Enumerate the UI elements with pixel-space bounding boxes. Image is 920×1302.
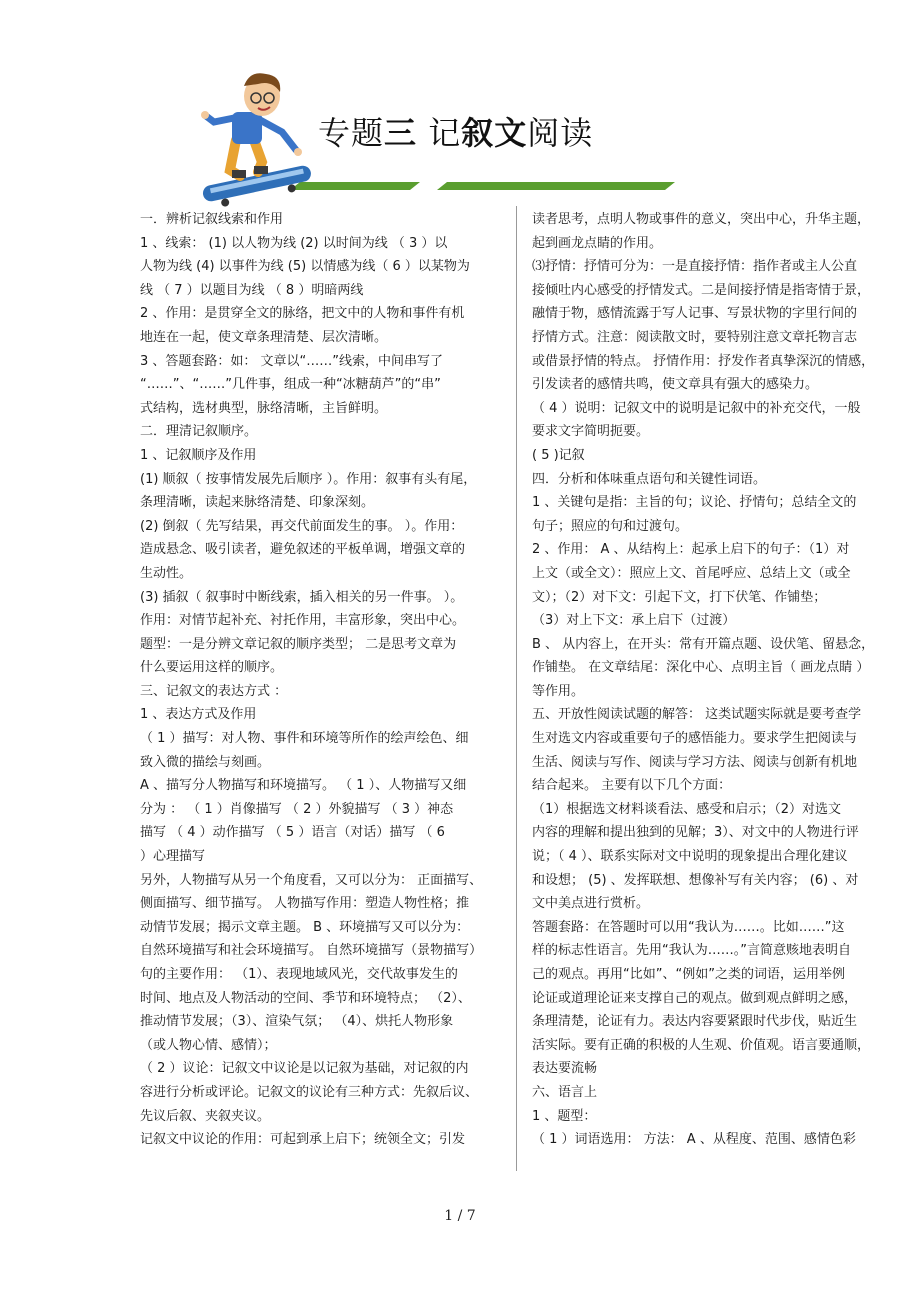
text-line: 或借景抒情的特点。 抒情作用：抒发作者真挚深沉的情感，	[532, 353, 875, 369]
text-line: 内容的理解和提出独到的见解；3）、对文中的人物进行评	[532, 825, 859, 841]
text-line: 句的主要作用： （1）、表现地域风光，交代故事发生的	[140, 967, 458, 982]
page-header	[0, 0, 920, 210]
text-line: 融情于物，感情流露于写人记事、写景状物的字里行间的	[532, 306, 858, 322]
text-line: 作铺垫。 在文章结尾：深化中心、点明主旨（ 画龙点睛 ）	[532, 660, 870, 676]
text-line: 式结构，选材典型，脉络清晰，主旨鲜明。	[140, 400, 388, 416]
page-title: 专题三 记叙文阅读	[318, 114, 594, 152]
text-line: 表达要流畅	[532, 1061, 598, 1077]
right-column	[532, 208, 894, 1152]
text-line: 记叙文中议论的作用：可起到承上启下；统领全文；引发	[140, 1132, 466, 1148]
text-line: 先议后叙、夹叙夹议。	[140, 1108, 271, 1124]
text-line: 1 、记叙顺序及作用	[140, 447, 257, 463]
text-line: （ 1 ）词语选用： 方法： A 、从程度、范围、感情色彩	[532, 1132, 856, 1148]
text-line: (1) 顺叙（ 按事情发展先后顺序 ）。作用：叙事有头有尾，	[140, 471, 477, 487]
text-line: 动情节发展；揭示文章主题。 B 、环境描写又可以分为：	[140, 919, 470, 935]
text-line: 三、记叙文的表达方式 ：	[140, 683, 288, 699]
text-line: 条理清楚，论证有力。表达内容要紧跟时代步伐，贴近生	[532, 1014, 858, 1030]
left-column	[140, 208, 502, 1152]
text-line: 答题套路：在答题时可以用“我认为……。比如……”这	[532, 919, 845, 935]
text-line: 五、开放性阅读试题的解答： 这类试题实际就是要考查学	[532, 707, 862, 723]
text-line: 生对选文内容或重要句子的感悟能力。要求学生把阅读与	[532, 731, 858, 747]
text-line: 活实际。要有正确的积极的人生观、价值观。语言要通顺，	[532, 1037, 871, 1053]
text-line: (2) 倒叙（ 先写结果，再交代前面发生的事。 ）。作用：	[140, 518, 464, 534]
text-line: 分为 ： （ 1 ）肖像描写 （ 2 ）外貌描写 （ 3 ）神态	[140, 801, 454, 817]
text-line: 另外，人物描写从另一个角度看，又可以分为： 正面描写、	[140, 872, 483, 888]
text-line: 造成悬念、吸引读者，避免叙述的平板单调，增强文章的	[140, 542, 466, 558]
text-line: 起到画龙点睛的作用。	[532, 235, 663, 251]
text-line: 条理清晰，读起来脉络清楚、印象深刻。	[140, 495, 375, 511]
text-line: 说；（ 4 ）、联系实际对文中说明的现象提出合理化建议	[532, 849, 848, 865]
skateboarder-illustration	[0, 0, 920, 210]
text-line: 1 、表达方式及作用	[140, 707, 257, 723]
text-line: 论证或道理论证来支撑自己的观点。做到观点鲜明之感，	[532, 990, 858, 1006]
text-line: （ 4 ）说明：记叙文中的说明是记叙中的补充交代，一般	[532, 400, 861, 416]
text-line: 要求文字简明扼要。	[532, 424, 650, 440]
text-line: 生动性。	[140, 565, 193, 581]
text-line: 上文（或全文）：照应上文、首尾呼应、总结上文（或全	[532, 565, 851, 581]
text-line: 自然环境描写和社会环境描写。 自然环境描写（景物描写）	[140, 943, 483, 959]
text-line: 接倾吐内心感受的抒情发式。二是间接抒情是指寄情于景，	[532, 282, 871, 298]
text-line: 1 、题型：	[532, 1108, 597, 1124]
text-line: 一．辨析记叙线索和作用	[140, 212, 284, 227]
text-line: 二．理清记叙顺序。	[140, 424, 258, 440]
text-line: 作用：对情节起补充、衬托作用，丰富形象，突出中心。	[140, 613, 466, 629]
column-divider	[516, 206, 517, 1171]
text-line: 己的观点。再用“比如”、“例如”之类的词语，运用举例	[532, 967, 845, 982]
text-line: 人物为线 (4) 以事件为线 (5) 以情感为线（ 6 ）以某物为	[140, 259, 470, 275]
text-line: 结合起来。 主要有以下几个方面：	[532, 778, 732, 794]
text-line: （3）对上下文：承上启下（过渡）	[532, 613, 736, 629]
text-line: 地连在一起，使文章条理清楚、层次清晰。	[140, 329, 388, 345]
text-line: （1）根据选文材料谈看法、感受和启示；（2）对选文	[532, 801, 842, 817]
text-line: 2 、作用： A 、从结构上：起承上启下的句子：（1）对	[532, 542, 850, 558]
text-line: （ 2 ）议论：记叙文中议论是以记叙为基础，对记叙的内	[140, 1061, 469, 1077]
text-line: “……”、“……”几件事，组成一种“冰糖葫芦”的“串”	[140, 377, 441, 393]
text-line: (3) 插叙（ 叙事时中断线索，插入相关的另一件事。 ）。	[140, 589, 464, 605]
text-line: 推动情节发展；（3）、渲染气氛； （4）、烘托人物形象	[140, 1014, 454, 1030]
text-line: 容进行分析或评论。记叙文的议论有三种方式：先叙后议、	[140, 1084, 479, 1100]
text-line: 等作用。	[532, 683, 585, 699]
text-line: （或人物心情、感情）；	[140, 1037, 277, 1053]
text-line: 抒情方式。注意：阅读散文时，要特别注意文章托物言志	[532, 329, 858, 345]
text-line: ( 5 )记叙	[532, 447, 585, 463]
text-line: 线 （ 7 ）以题目为线 （ 8 ）明暗两线	[140, 282, 364, 298]
text-line: 1 、关键句是指：主旨的句；议论、抒情句；总结全文的	[532, 495, 857, 511]
text-line: 文）；（2）对下文：引起下文，打下伏笔、作铺垫；	[532, 589, 827, 605]
text-line: 六、语言上	[532, 1084, 598, 1100]
text-line: 读者思考，点明人物或事件的意义，突出中心，升华主题，	[532, 212, 871, 227]
text-line: 致入微的描绘与刻画。	[140, 754, 271, 770]
text-line: 文中美点进行赏析。	[532, 896, 650, 912]
text-line: ⑶抒情：抒情可分为：一是直接抒情：指作者或主人公直	[532, 259, 858, 275]
text-line: 样的标志性语言。先用“我认为……。”言简意赅地表明自	[532, 943, 851, 959]
text-line: A 、描写分人物描写和环境描写。 （ 1 ）、人物描写又细	[140, 778, 467, 794]
text-line: 什么要运用这样的顺序。	[140, 660, 284, 676]
text-line: 句子；照应的句和过渡句。	[532, 518, 689, 534]
text-line: 和设想； (5) 、发挥联想、想像补写有关内容； (6) 、对	[532, 872, 859, 888]
text-line: 时间、地点及人物活动的空间、季节和环境特点； （2）、	[140, 990, 471, 1006]
text-line: 1 、线索： (1) 以人物为线 (2) 以时间为线 （ 3 ）以	[140, 235, 448, 251]
page-number: 1 / 7	[444, 1208, 476, 1224]
text-line: 题型：一是分辨文章记叙的顺序类型； 二是思考文章为	[140, 636, 457, 652]
text-line: 描写 （ 4 ）动作描写 （ 5 ）语言（对话）描写 （ 6	[140, 825, 445, 841]
text-line: 引发读者的感情共鸣，使文章具有强大的感染力。	[532, 377, 819, 393]
text-line: 2 、作用：是贯穿全文的脉络，把文中的人物和事件有机	[140, 306, 465, 322]
text-line: 生活、阅读与写作、阅读与学习方法、阅读与创新有机地	[532, 754, 858, 770]
text-line: （ 1 ）描写：对人物、事件和环境等所作的绘声绘色、细	[140, 731, 469, 747]
text-line: B 、 从内容上，在开头：常有开篇点题、设伏笔、留悬念，	[532, 636, 875, 652]
text-line: ）心理描写	[140, 849, 206, 865]
text-line: 侧面描写、细节描写。 人物描写作用：塑造人物性格；推	[140, 896, 470, 912]
text-line: 四．分析和体味重点语句和关键性词语。	[532, 471, 767, 487]
text-line: 3 、答题套路：如： 文章以“……”线索，中间串写了	[140, 353, 444, 369]
